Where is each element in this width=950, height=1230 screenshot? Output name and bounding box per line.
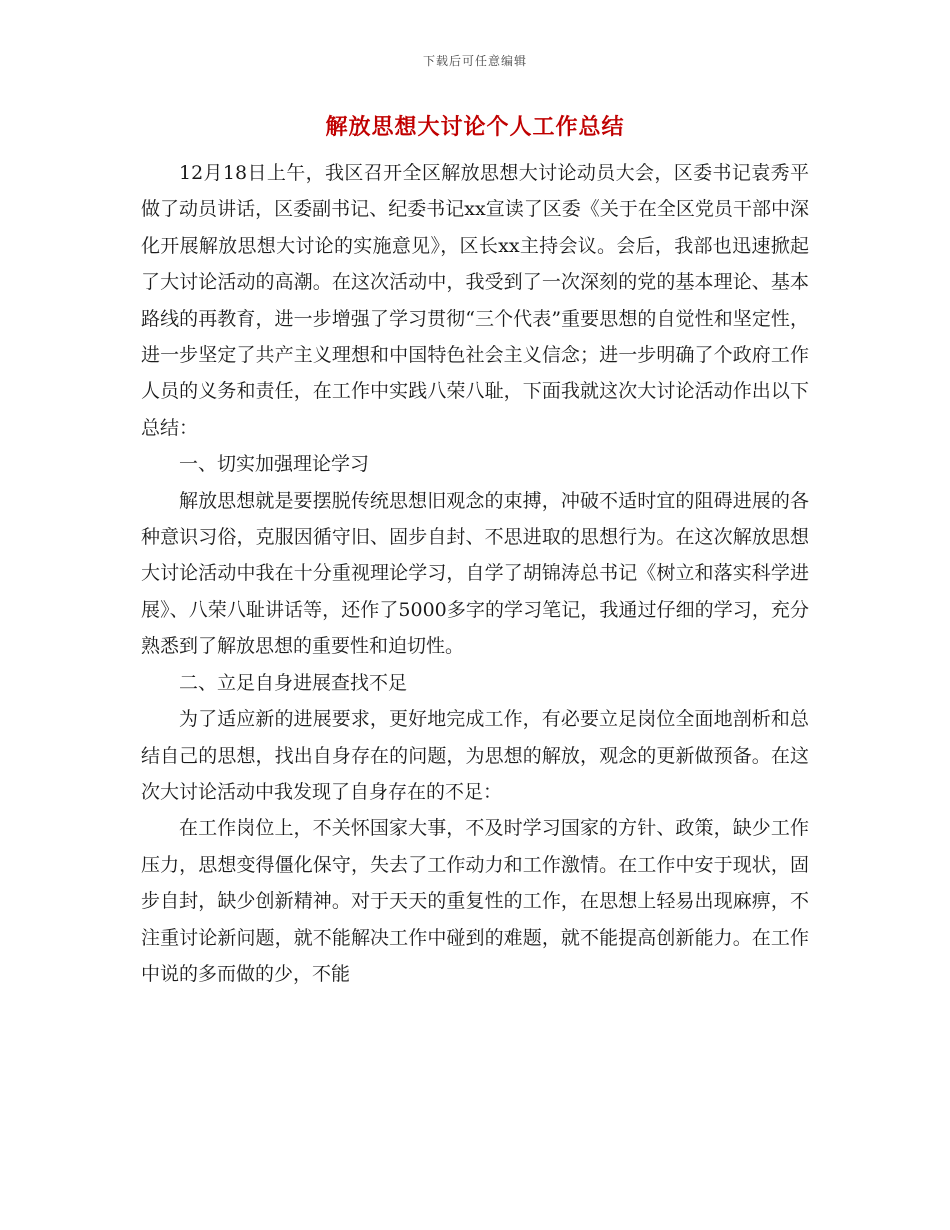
paragraph-section-2: 为了适应新的进展要求，更好地完成工作，有必要立足岗位全面地剖析和总结自己的思想，找出自身存在的问题，为思想的解放，观念的更新做预备。在这次大讨论活动中我发现了自身存在的不足： [141,708,809,803]
section-heading-1: 一、切实加强理论学习 [179,453,370,476]
section-heading-2: 二、立足自身进展查找不足 [179,671,408,694]
paragraph-intro: 12月18日上午，我区召开全区解放思想大讨论动员大会，区委书记袁秀平做了动员讲话，区委副书记、纪委书记xx宣读了区委《关于在全区党员干部中深化开展解放思想大讨论的实施意见》，区长xx主持会议。会后，我部也迅速掀起了大讨论活动的高潮。在这次活动中，我受到了一次深刻的党的基本理论、基本路线的再教育，进一步增强了学习贯彻“三个代表”重要思想的自觉性和坚定性，进一步坚定了共产主义理想和中国特色社会主义信念；进一步明确了个政府工作人员的义务和责任，在工作中实践八荣八耻，下面我就这次大讨论活动作出以下总结： [141,162,809,439]
document-body [141,155,809,992]
header-note: 下载后可任意编辑 [422,54,527,68]
paragraph-section-1: 解放思想就是要摆脱传统思想旧观念的束搏，冲破不适时宜的阻碍进展的各种意识习俗，克服因循守旧、固步自封、不思进取的思想行为。在这次解放思想大讨论活动中我在十分重视理论学习，自学了胡锦涛总书记《树立和落实科学进展》、八荣八耻讲话等，还作了5000多字的学习笔记，我通过仔细的学习，充分熟悉到了解放思想的重要性和迫切性。 [141,489,809,658]
paragraph-shortcomings: 在工作岗位上，不关怀国家大事，不及时学习国家的方针、政策，缺少工作压力，思想变得僵化保守，失去了工作动力和工作激情。在工作中安于现状，固步自封，缺少创新精神。对于天天的重复性的工作，在思想上轻易出现麻痹，不注重讨论新问题，就不能解决工作中碰到的难题，就不能提高创新能力。在工作中说的多而做的少，不能 [141,817,809,985]
document-title: 解放思想大讨论个人工作总结 [325,115,625,140]
